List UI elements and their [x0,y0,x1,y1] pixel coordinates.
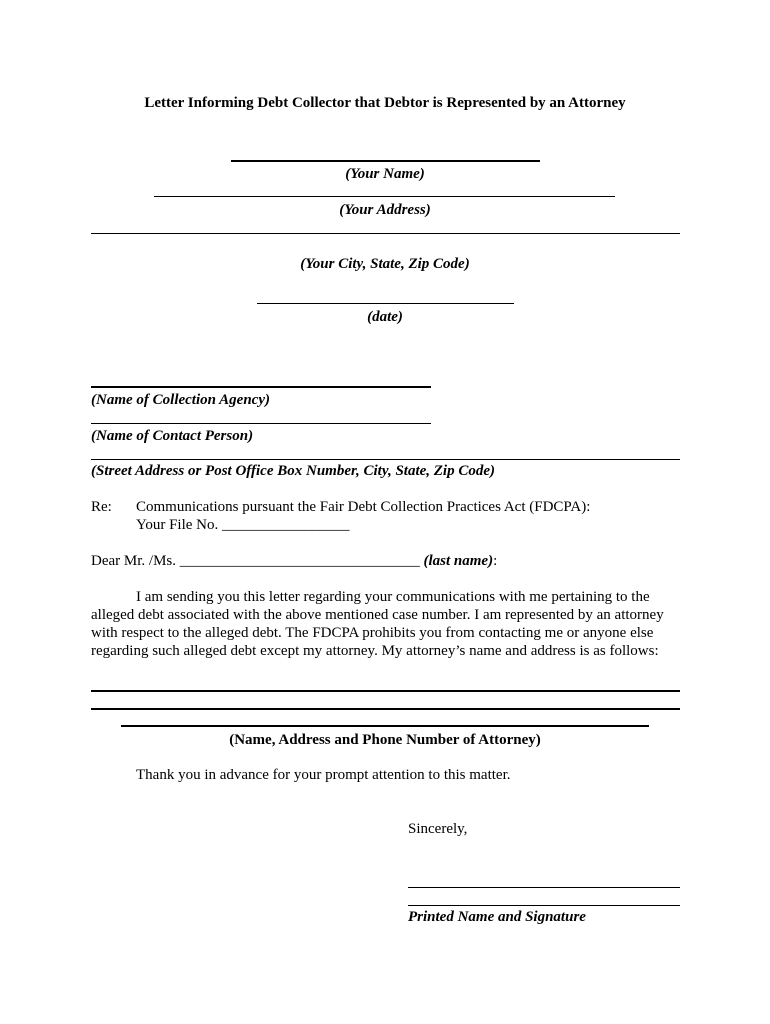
body-paragraph: I am sending you this letter regarding your communications with me pertaining to the alleged debt associated with the above mentioned case number. I am represented by an attorney with respect to the alleged debt. The FDCPA prohibits you from contacting me or anyone else regarding such alleged debt except my attorney. My attorney’s name and address is as follows: [91,589,664,659]
closing-text: Sincerely, [408,821,468,837]
salutation [91,553,497,570]
contact-person-line [91,423,431,424]
re-line-1: Communications pursuant the Fair Debt Collection Practices Act (FDCPA): [136,499,591,515]
attorney-line-3 [121,725,649,727]
collection-agency-line [91,386,431,388]
re-line-2: Your File No. _________________ [136,517,350,533]
your-address-line [154,196,615,197]
thanks-text: Thank you in advance for your prompt attention to this matter. [136,767,511,783]
signature-line-2 [408,905,680,906]
collection-agency-label: (Name of Collection Agency) [91,392,270,408]
document-title: Letter Informing Debt Collector that Debtor is Represented by an Attorney [144,95,626,111]
attorney-label: (Name, Address and Phone Number of Attorney) [229,732,541,748]
your-city-label: (Your City, State, Zip Code) [300,256,470,272]
attorney-line-2 [91,708,680,710]
your-name-label: (Your Name) [345,166,425,182]
street-address-line [91,459,680,460]
re-prefix: Re: [91,499,112,515]
salutation-suffix: : [493,553,498,569]
your-address-full-line [91,233,680,234]
street-address-label: (Street Address or Post Office Box Number, City, State, Zip Code) [91,463,496,479]
salutation-last-name: (last name) [423,553,494,569]
attorney-line-1 [91,690,680,692]
contact-person-label: (Name of Contact Person) [91,428,254,444]
date-label: (date) [367,309,403,325]
salutation-prefix: Dear Mr. /Ms. ________________________________ [91,553,420,569]
your-address-label: (Your Address) [339,202,431,218]
signature-line-1 [408,887,680,888]
signature-label: Printed Name and Signature [408,909,586,925]
date-line [257,303,514,304]
your-name-line [231,160,540,162]
